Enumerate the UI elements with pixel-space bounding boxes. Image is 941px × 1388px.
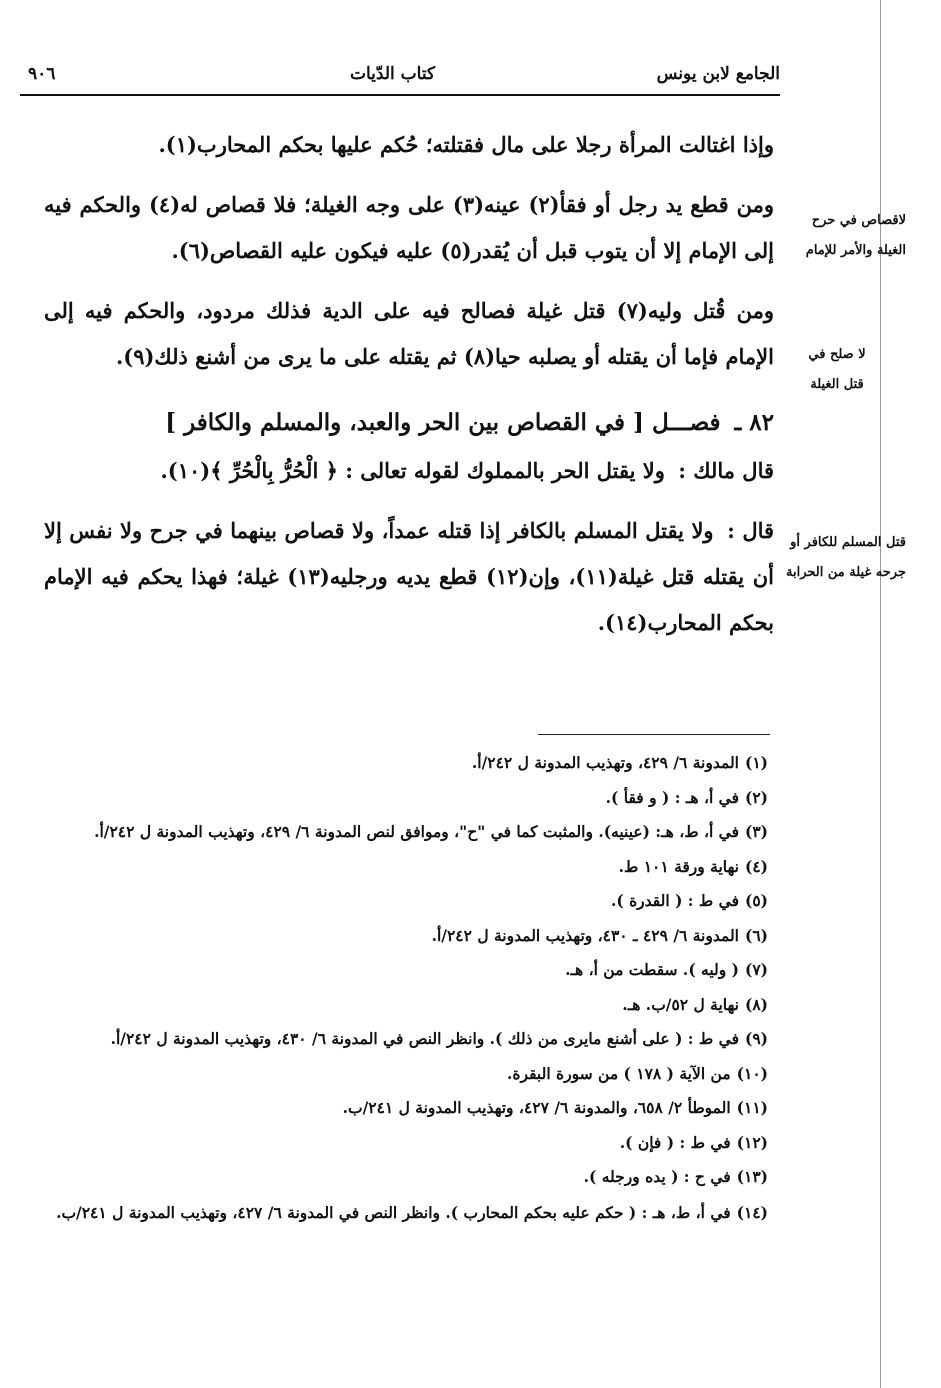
paragraph-5-text: ولا يقتل المسلم بالكافر إذا قتله عمداً، ولا قصاص بينهما في جرح ولا نفس إلا أن يقتله قتل غيلة(١١)، وإن(١٢) قطع يديه ورجليه(١٣) غيلة؛ فهذا يحكم فيه الإمام بحكم المحارب(١٤).: [44, 518, 775, 635]
header-divider: [20, 94, 780, 96]
footnotes: [38, 746, 768, 1231]
paragraph-5-lead: قال :: [727, 518, 775, 543]
footnote: (١٢)في ط : ( فإن ).: [619, 1132, 768, 1152]
footnote: (٤)نهاية ورقة ١٠١ ط.: [618, 856, 768, 876]
footnote: (٣)في أ، ط، هـ: (عينيه). والمثبت كما في "ح"، وموافق لنص المدونة ٦/ ٤٢٩، وتهذيب المدونة ل ٢٤٢/أ.: [94, 822, 768, 841]
book-title: الجامع لابن يونس: [656, 64, 780, 84]
page-number: ٩٠٦: [28, 64, 56, 84]
margin-note-no-retaliation: لاقصاص في حرح الغيلة والأمر للإمام: [805, 213, 906, 258]
section-title: فصـــل [ في القصاص بين الحر والعبد، والمسلم والكافر ]: [165, 409, 721, 436]
footnote: (٥)في ط : ( القدرة ).: [610, 891, 768, 910]
footnote: (١)المدونة ٦/ ٤٢٩، وتهذيب المدونة ل ٢٤٢/أ.: [471, 753, 768, 772]
footnote-divider: [538, 734, 770, 735]
paragraph-1: وإذا اغتالت المرأة رجلا على مال فقتلته؛ حُكم عليها بحكم المحارب(١).: [158, 132, 774, 157]
paragraph-4-lead: قال مالك :: [678, 458, 774, 483]
footnote: (١٠)من الآية ( ١٧٨ ) من سورة البقرة.: [507, 1063, 768, 1083]
page-header: [20, 64, 780, 94]
paragraph-4-text: ولا يقتل الحر بالمملوك لقوله تعالى : ﴿ الْحُرُّ بِالْحُرِّ ﴾(١٠).: [160, 458, 665, 483]
footnote: (١١)الموطأ ٢/ ٦٥٨، والمدونة ٦/ ٤٢٧، وتهذيب المدونة ل ٢٤١/ب.: [342, 1098, 768, 1117]
footnote: (٨)نهاية ل ٥٢/ب. هـ.: [622, 994, 768, 1014]
section-number: ٨٢ ـ: [734, 409, 774, 436]
paragraph-3: ومن قُتل وليه(٧) قتل غيلة فصالح فيه على الدية فذلك مردود، والحكم فيه إلى الإمام فإما أن يقتله أو يصلبه حيا(٨) ثم يقتله على ما يرى من أشنع ذلك(٩).: [44, 298, 774, 369]
footnote: (٧)( وليه ). سقطت من أ، هـ.: [565, 960, 768, 979]
footnote: (١٤)في أ، ط، هـ : ( حكم عليه بحكم المحارب ). وانظر النص في المدونة ٦/ ٤٢٧، وتهذيب المدونة ل ٢٤١/ب.: [56, 1202, 768, 1222]
paragraph-2: ومن قطع يد رجل أو فقأ(٢) عينه(٣) على وجه الغيلة؛ فلا قصاص له(٤) والحكم فيه إلى الإمام إلا أن يتوب قبل أن يُقدر(٥) عليه فيكون عليه القصاص(٦).: [44, 192, 774, 263]
footnote: (٢)في أ، هـ : ( و فقأ ).: [605, 787, 768, 807]
footnote: (٦)المدونة ٦/ ٤٢٩ ـ ٤٣٠، وتهذيب المدونة ل ٢٤٢/أ.: [431, 925, 768, 945]
main-text: [44, 122, 774, 660]
margin-note-muslim-kafir: قتل المسلم للكافر أو جرحه غيلة من الحرابة: [786, 535, 906, 580]
footnote: (٩)في ط : ( على أشنع مايرى من ذلك ). وانظر النص في المدونة ٦/ ٤٣٠، وتهذيب المدونة ل ٢٤٢/أ.: [110, 1029, 768, 1048]
section-heading: [44, 398, 774, 448]
margin-note-no-settlement: لا صلح في قتل الغيلة: [808, 347, 866, 392]
chapter-title: كتاب الدّيات: [350, 64, 436, 84]
paragraph-4: [44, 448, 774, 494]
footnote: (١٣)في ح : ( يده ورجله ).: [583, 1167, 768, 1186]
paragraph-5: [44, 508, 774, 646]
